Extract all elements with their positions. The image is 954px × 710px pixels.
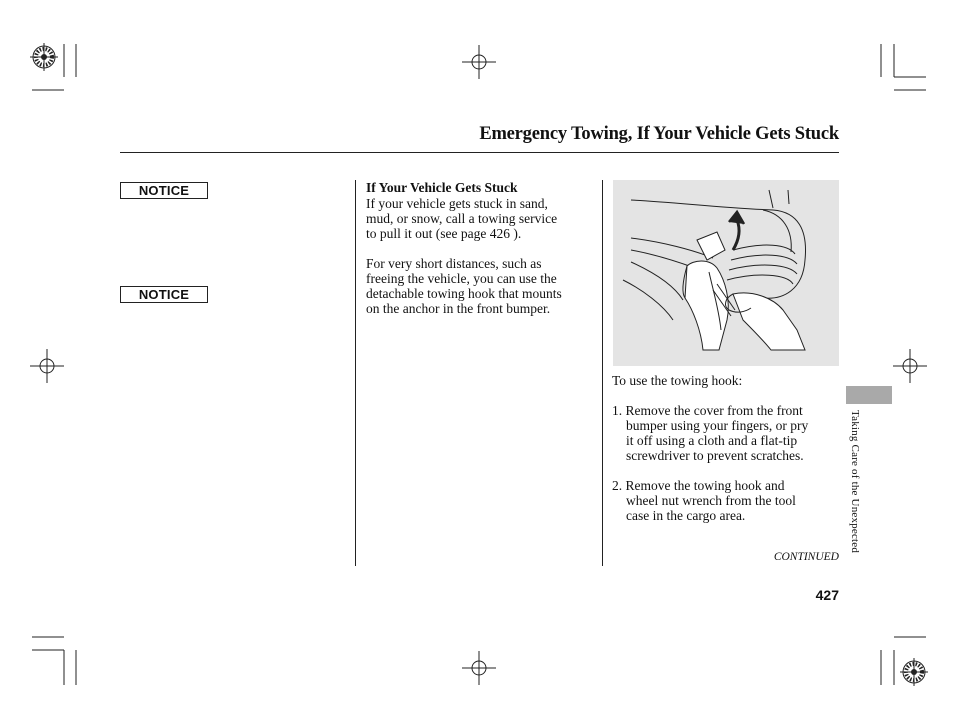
notice-box-1: NOTICE [120, 182, 208, 199]
step-2 [612, 478, 838, 523]
section-tab-marker [846, 386, 892, 404]
section-tab-label: Taking Care of the Unexpected [849, 410, 861, 554]
text-line: mud, or snow, call a towing service [366, 211, 558, 226]
text-line: 1. Remove the cover from the front [612, 403, 803, 418]
continued-label: CONTINUED [773, 551, 839, 563]
text-line: bumper using your fingers, or pry [626, 418, 809, 433]
text-line: freeing the vehicle, you can use the [366, 271, 557, 286]
page-title: Emergency Towing, If Your Vehicle Gets Stuck [479, 124, 839, 144]
hands-removing-cover-image [613, 180, 839, 366]
text-line: screwdriver to prevent scratches. [626, 448, 804, 463]
bumper-cover-illustration [613, 180, 839, 366]
step-1 [612, 403, 838, 463]
text-line: 2. Remove the towing hook and [612, 478, 785, 493]
section-tab-label-wrap [848, 410, 862, 580]
text-line: case in the cargo area. [626, 508, 746, 523]
title-rule [120, 152, 839, 153]
paragraph-stuck [366, 196, 598, 241]
paragraph-towing-hook [366, 256, 598, 316]
instructions-intro: To use the towing hook: [612, 373, 743, 388]
page-number: 427 [815, 587, 839, 603]
text-line: to pull it out (see page 426 ). [366, 226, 522, 241]
text-line: wheel nut wrench from the tool [626, 493, 796, 508]
text-line: detachable towing hook that mounts [366, 286, 562, 301]
notice-box-2: NOTICE [120, 286, 208, 303]
section-heading: If Your Vehicle Gets Stuck [366, 180, 518, 195]
right-column [612, 373, 838, 523]
text-line: For very short distances, such as [366, 256, 542, 271]
column-divider-right [602, 180, 603, 566]
text-line: it off using a cloth and a flat-tip [626, 433, 798, 448]
middle-column [366, 180, 598, 316]
text-line: If your vehicle gets stuck in sand, [366, 196, 548, 211]
text-line: on the anchor in the front bumper. [366, 301, 551, 316]
column-divider-left [355, 180, 356, 566]
